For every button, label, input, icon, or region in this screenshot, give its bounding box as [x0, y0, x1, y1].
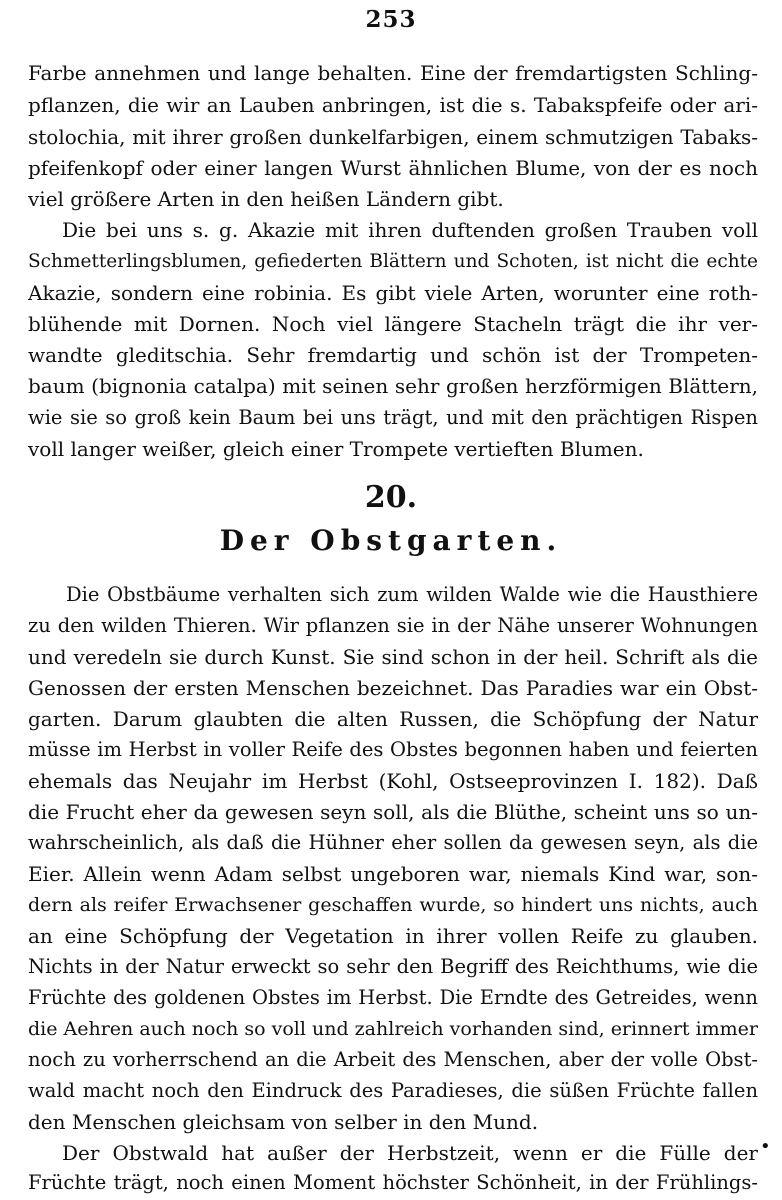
text-line: Früchte des goldenen Obstes im Herbst. Die Erndte des Getreides, wenn	[28, 986, 758, 1009]
text-line: Eier. Allein wenn Adam selbst ungeboren war, niemals Kind war, son-	[28, 862, 758, 886]
text-line: voll langer weißer, gleich einer Trompete vertieften Blumen.	[28, 437, 644, 461]
text-line: Die Obstbäume verhalten sich zum wilden Walde wie die Hausthiere	[66, 583, 758, 606]
text-line: noch zu vorherrschend an die Arbeit des Menschen, aber der volle Obst-	[28, 1048, 758, 1071]
text-line: wald macht noch den Eindruck des Paradieses, die süßen Früchte fallen	[28, 1079, 758, 1102]
text-line: Farbe annehmen und lange behalten. Eine der fremdartigsten Schling-	[28, 61, 758, 85]
text-line: garten. Darum glaubten die alten Russen, die Schöpfung der Natur	[28, 707, 758, 731]
text-line: Schmetterlingsblumen, gefiederten Blättern und Schoten, ist nicht die echte	[28, 251, 758, 272]
page-number: 253	[365, 6, 417, 33]
section-title: Der Obstgarten.	[219, 524, 563, 557]
text-line: den Menschen gleichsam von selber in den Mund.	[28, 1110, 539, 1134]
text-line: an eine Schöpfung der Vegetation in ihrer vollen Reife zu glauben.	[28, 924, 758, 948]
text-line: wahrscheinlich, als daß die Hühner eher sollen da gewesen seyn, als die	[28, 831, 758, 854]
text-line: wandte gleditschia. Sehr fremdartig und schön ist der Trompeten-	[28, 343, 758, 367]
text-line: viel größere Arten in den heißen Ländern gibt.	[28, 187, 504, 211]
text-line: Akazie, sondern eine robinia. Es gibt viele Arten, worunter eine roth-	[28, 281, 758, 305]
text-line: dern als reifer Erwachsener geschaffen wurde, so hindert uns nichts, auch	[28, 894, 758, 916]
text-line: zu den wilden Thieren. Wir pflanzen sie in der Nähe unserer Wohnungen	[28, 614, 758, 637]
text-line: blühende mit Dornen. Noch viel längere Stacheln trägt die ihr ver-	[28, 312, 758, 336]
text-line: ehemals das Neujahr im Herbst (Kohl, Ostseeprovinzen I. 182). Daß	[28, 769, 758, 793]
text-line: die Aehren auch noch so voll und zahlreich vorhanden sind, erinnert immer	[28, 1018, 758, 1040]
margin-mark: •	[760, 1136, 771, 1157]
text-line: wie sie so groß kein Baum bei uns trägt, und mit den prächtigen Rispen	[28, 406, 758, 429]
text-line: Genossen der ersten Menschen bezeichnet. Das Paradies war ein Obst-	[28, 676, 758, 700]
text-line: Der Obstwald hat außer der Herbstzeit, wenn er die Fülle der	[62, 1141, 758, 1165]
section-number: 20.	[364, 480, 418, 515]
text-line: pfeifenkopf oder einer langen Wurst ähnlichen Blume, von der es noch	[28, 156, 758, 180]
text-line: baum (bignonia catalpa) mit seinen sehr großen herzförmigen Blättern,	[28, 374, 758, 398]
text-line: und veredeln sie durch Kunst. Sie sind schon in der heil. Schrift als die	[28, 645, 758, 669]
text-line: Früchte trägt, noch einen Moment höchster Schönheit, in der Frühlings-	[28, 1171, 758, 1194]
text-line: die Frucht eher da gewesen seyn soll, als die Blüthe, scheint uns so un-	[28, 800, 758, 824]
text-line: pflanzen, die wir an Lauben anbringen, ist die s. Tabakspfeife oder ari-	[28, 93, 758, 117]
text-line: Die bei uns s. g. Akazie mit ihren duftenden großen Trauben voll	[62, 218, 758, 242]
text-line: Nichts in der Natur erweckt so sehr den Begriff des Reichthums, wie die	[28, 955, 758, 978]
text-line: müsse im Herbst in voller Reife des Obstes begonnen haben und feierten	[28, 738, 758, 761]
text-line: stolochia, mit ihrer großen dunkelfarbigen, einem schmutzigen Tabaks-	[28, 125, 758, 149]
